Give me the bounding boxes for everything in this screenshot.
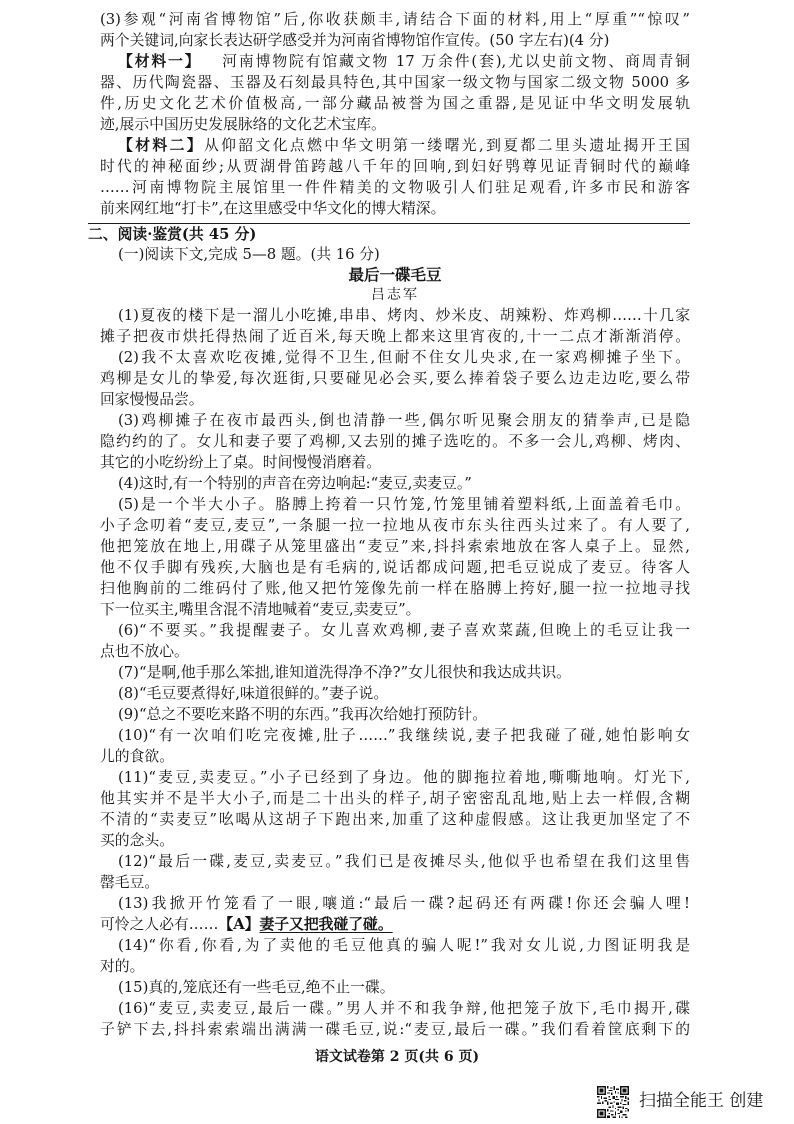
paragraph-line: 鸡柳是女儿的挚爱,每次逛街,只要碰见必会买,要么捧着袋子要么边走边吃,要么带 (100, 370, 690, 387)
paragraph-2 (100, 347, 690, 410)
paragraph-line: 下一位买主,嘴里含混不清地喊着“麦豆,卖麦豆”。 (100, 601, 421, 618)
paragraph-line: (15)真的,笼底还有一些毛豆,绝不止一碟。 (118, 979, 395, 996)
paragraph-line (100, 914, 690, 935)
section-2-header (88, 225, 690, 305)
material-2-line (100, 135, 690, 156)
paragraph-line: (9)“总之不要吃来路不明的东西。”我再次给她打预防针。 (118, 706, 488, 723)
paragraph-line: 他其实并不是半大小子,而是二十出头的样子,胡子密密乱乱地,贴上去一样假,含糊 (100, 790, 690, 807)
paragraph-line: 罄毛豆。 (100, 874, 160, 891)
material-1 (100, 51, 690, 135)
paragraph-1 (100, 305, 690, 347)
scanner-watermark: 扫描全能王 创建 (639, 1091, 764, 1111)
section-subheading: (一)阅读下文,完成 5—8 题。(共 16 分) (118, 246, 380, 263)
paragraph-line: (10)“有一次咱们吃完夜摊,肚子……”我继续说,妻子把我碰了碰,她怕影响女 (118, 727, 690, 744)
paragraph-line: (14)“你看,你看,为了卖他的毛豆他真的骗人呢!”我对女儿说,力图证明我是 (118, 937, 690, 954)
material-2-text: 从仰韶文化点燃中华文明第一缕曙光,到夏都二里头遗址揭开王国 (203, 137, 690, 154)
paragraph-line: (7)“是啊,他手那么笨拙,谁知道洗得净不净?”女儿很快和我达成共识。 (118, 664, 571, 681)
paragraph-line: (8)“毛豆要煮得好,味道很鲜的。”妻子说。 (118, 685, 389, 702)
question-3-block (100, 9, 690, 219)
material-1-line (100, 51, 690, 72)
article-body (100, 305, 690, 1040)
material-1-label: 【材料一】 (118, 53, 202, 70)
paragraph-line: (3)鸡柳摊子在夜市最西头,倒也清静一些,偶尔听见聚会朋友的猜拳声,已是隐 (118, 412, 690, 429)
paragraph-13 (100, 893, 690, 935)
paragraph-line: 他不仅手脚有残疾,大脑也是有毛病的,说话都成问题,把毛豆说成了麦豆。待客人 (100, 559, 690, 576)
paragraph-5 (100, 494, 690, 620)
paragraph-4 (100, 473, 690, 494)
page-footer: 语文试卷第 2 页(共 6 页) (314, 1049, 480, 1065)
paragraph-line: 点也不放心。 (100, 643, 189, 660)
section-heading: 二、阅读·鉴赏(共 45 分) (88, 226, 257, 243)
paragraph-line: 其它的小吃纷纷上了桌。时间慢慢消磨着。 (100, 454, 382, 471)
material-2-line: 前来网红地“打卡”,在这里感受中华文化的博大精深。 (100, 200, 446, 217)
paragraph-line: 扫他胸前的二维码付了账,他又把竹笼像先前一样在胳膊上挎好,腿一拉一拉地寻找 (100, 580, 690, 597)
annotation-marker-a: 【A】 (218, 916, 260, 933)
material-1-line: 迹,展示中国历史发展脉络的文化艺术宝库。 (100, 116, 386, 133)
paragraph-16 (100, 998, 690, 1040)
material-1-text: 河南博物院有馆藏文物 17 万余件(套),尤以史前文物、商周青铜 (222, 53, 690, 70)
paragraph-line: 小子念叨着“麦豆,麦豆”,一条腿一拉一拉地从夜市东头往西头过来了。有人要了, (100, 517, 690, 534)
paragraph-line: 对的。 (100, 958, 145, 975)
material-2-line: 时代的神秘面纱;从贾湖骨笛跨越八千年的回响,到妇好鸮尊见证青铜时代的巅峰 (100, 158, 690, 175)
paragraph-line: (6)“不要买。”我提醒妻子。女儿喜欢鸡柳,妻子喜欢菜蔬,但晚上的毛豆让我一 (118, 622, 690, 639)
paragraph-line: (5)是一个半大小子。胳膊上挎着一只竹笼,竹笼里铺着塑料纸,上面盖着毛巾。 (118, 496, 690, 513)
paragraph-6 (100, 620, 690, 662)
paragraph-line: 回家慢慢品尝。 (100, 391, 204, 408)
paragraph-12 (100, 851, 690, 893)
paragraph-line: (11)“麦豆,卖麦豆。”小子已经到了身边。他的脚拖拉着地,嘶嘶地响。灯光下, (118, 769, 690, 786)
material-2 (100, 135, 690, 219)
paragraph-7 (100, 662, 690, 683)
material-2-label: 【材料二】 (118, 137, 204, 154)
question-3-line: 两个关键词,向家长表达研学感受并为河南省博物馆作宣传。(50 字左右)(4 分) (100, 32, 610, 49)
question-3-line: (3)参观“河南省博物馆”后,你收获颇丰,请结合下面的材料,用上“厚重”“惊叹” (100, 11, 690, 28)
paragraph-line: 他把笼放在地上,用碟子从笼里盛出“麦豆”来,抖抖索索地放在客人桌子上。显然, (100, 538, 690, 555)
paragraph-line: (4)这时,有一个特别的声音在旁边响起:“麦豆,卖麦豆。” (118, 475, 472, 492)
paragraph-10 (100, 725, 690, 767)
paragraph-8 (100, 683, 690, 704)
qr-code-icon (597, 1086, 629, 1118)
paragraph-line: (2)我不太喜欢吃夜摊,觉得不卫生,但耐不住女儿央求,在一家鸡柳摊子坐下。 (118, 349, 690, 366)
paragraph-14 (100, 935, 690, 977)
paragraph-text: 可怜之人必有…… (100, 916, 219, 933)
underlined-sentence: 妻子又把我碰了碰。 (259, 916, 393, 933)
paragraph-line: (12)“最后一碟,麦豆,卖麦豆。”我们已是夜摊尽头,他似乎也希望在我们这里售 (118, 853, 690, 870)
material-1-line: 器、历代陶瓷器、玉器及石刻最具特色,其中国家一级文物与国家二级文物 5000 多 (100, 74, 690, 91)
paragraph-line: 不清的“卖麦豆”吆喝从这胡子下跑出来,加重了这种虚假感。这让我更加坚定了不 (100, 811, 690, 828)
material-1-line: 件,历史文化艺术价值极高,一部分藏品被誉为国之重器,是见证中华文明发展轨 (100, 95, 690, 112)
paragraph-line: 儿的食欲。 (100, 748, 174, 765)
section-divider (88, 223, 690, 224)
paragraph-line: (1)夏夜的楼下是一溜儿小吃摊,串串、烤肉、炒米皮、胡辣粉、炸鸡柳……十几家 (118, 307, 690, 324)
paragraph-3 (100, 410, 690, 473)
paragraph-15 (100, 977, 690, 998)
paragraph-line: (13)我掀开竹笼看了一眼,嚷道:“最后一碟?起码还有两碟!你还会骗人哩! (118, 895, 690, 912)
paragraph-line: 摊子把夜市烘托得热闹了近百米,每天晚上都来这里宵夜的,十一二点才渐渐消停。 (100, 328, 690, 345)
paragraph-9 (100, 704, 690, 725)
paragraph-line: 买的念头。 (100, 832, 174, 849)
paragraph-line: (16)“麦豆,卖麦豆,最后一碟。”男人并不和我争辩,他把笼子放下,毛巾揭开,碟 (118, 1000, 690, 1017)
material-2-line: ……河南博物院主展馆里一件件精美的文物吸引人们驻足观看,许多市民和游客 (100, 179, 690, 196)
paragraph-line: 隐约约的了。女儿和妻子要了鸡柳,又去别的摊子选吃的。不多一会儿,鸡柳、烤肉、 (100, 433, 690, 450)
article-title: 最后一碟毛豆 (348, 265, 442, 284)
paragraph-11 (100, 767, 690, 851)
paragraph-line: 子铲下去,抖抖索索端出满满一碟毛豆,说:“麦豆,最后一碟。”我们看着筐底剩下的 (100, 1021, 690, 1038)
article-author: 吕志军 (371, 287, 419, 303)
